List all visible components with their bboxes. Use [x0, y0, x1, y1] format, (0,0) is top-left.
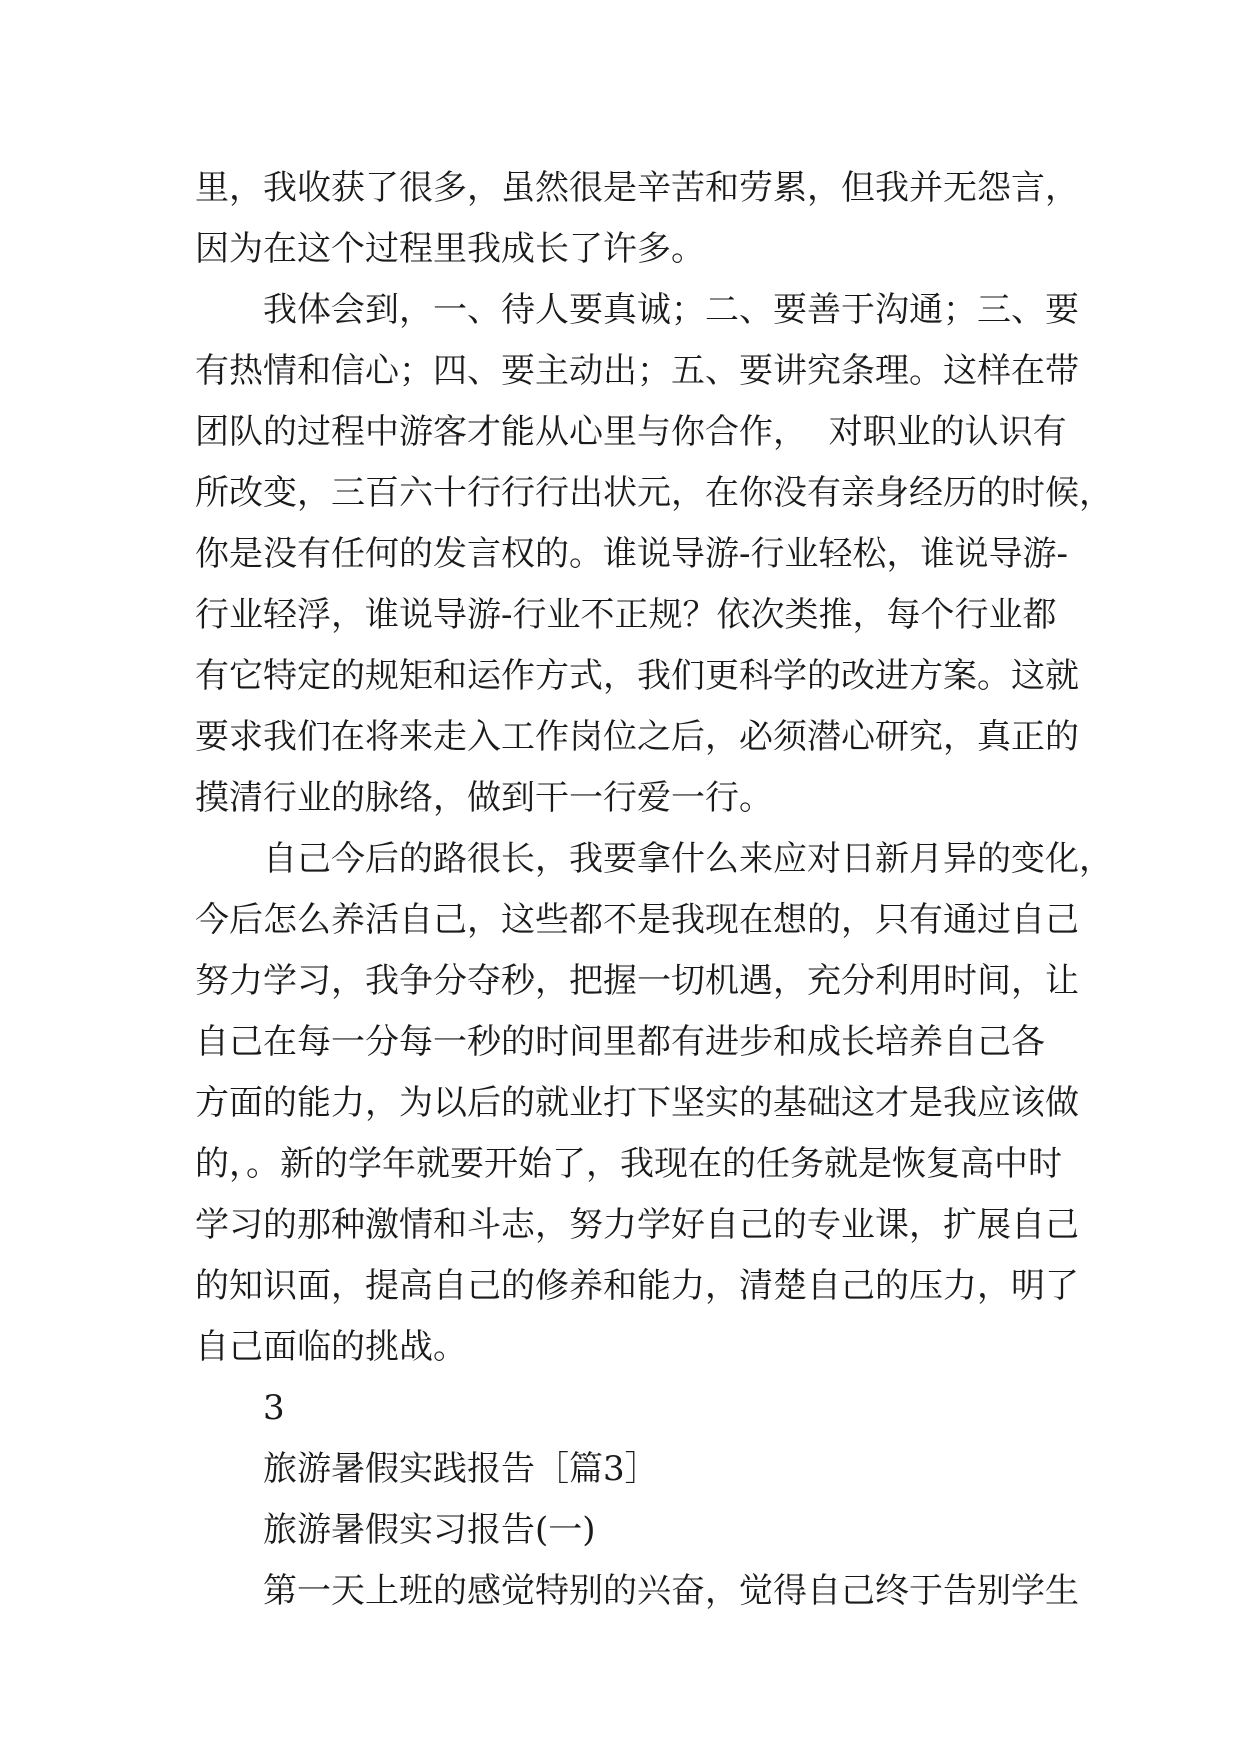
text-line: 的知识面，提高自己的修养和能力，清楚自己的压力，明了	[195, 1266, 1079, 1306]
text-line: 自己面临的挑战。	[195, 1327, 467, 1367]
text-line: 团队的过程中游客才能从心里与你合作， 对职业的认识有	[195, 412, 1067, 452]
document-body	[195, 158, 1113, 1622]
section-heading: 旅游暑假实践报告［篇3］	[263, 1449, 659, 1489]
text-line: 今后怎么养活自己，这些都不是我现在想的，只有通过自己	[195, 900, 1079, 940]
text-line: 摸清行业的脉络，做到干一行爱一行。	[195, 778, 773, 818]
text-line: 有它特定的规矩和运作方式，我们更科学的改进方案。这就	[195, 656, 1079, 696]
text-line: 学习的那种激情和斗志，努力学好自己的专业课，扩展自己	[195, 1205, 1079, 1245]
paragraph-start-line: 自己今后的路很长，我要拿什么来应对日新月异的变化，	[263, 839, 1113, 879]
section-number: 3	[263, 1388, 285, 1428]
paragraph-start-line: 第一天上班的感觉特别的兴奋，觉得自己终于告别学生	[263, 1571, 1079, 1611]
paragraph-start-line: 我体会到，一、待人要真诚；二、要善于沟通；三、要	[263, 290, 1079, 330]
text-line: 要求我们在将来走入工作岗位之后，必须潜心研究，真正的	[195, 717, 1079, 757]
text-line: 努力学习，我争分夺秒，把握一切机遇，充分利用时间，让	[195, 961, 1079, 1001]
text-line: 所改变，三百六十行行行出状元，在你没有亲身经历的时候，	[195, 473, 1113, 513]
text-line: 有热情和信心；四、要主动出；五、要讲究条理。这样在带	[195, 351, 1079, 391]
text-line: 里，我收获了很多，虽然很是辛苦和劳累，但我并无怨言，	[195, 168, 1079, 208]
text-line: 自己在每一分每一秒的时间里都有进步和成长培养自己各	[195, 1022, 1045, 1062]
text-line: 因为在这个过程里我成长了许多。	[195, 229, 705, 269]
text-line: 你是没有任何的发言权的。谁说导游-行业轻松，谁说导游-	[195, 534, 1068, 574]
subsection-heading: 旅游暑假实习报告(一)	[263, 1510, 596, 1550]
text-line: 行业轻浮，谁说导游-行业不正规？依次类推，每个行业都	[195, 595, 1057, 635]
text-line: 的，。新的学年就要开始了，我现在的任务就是恢复高中时	[195, 1144, 1062, 1184]
text-line: 方面的能力，为以后的就业打下坚实的基础这才是我应该做	[195, 1083, 1079, 1123]
